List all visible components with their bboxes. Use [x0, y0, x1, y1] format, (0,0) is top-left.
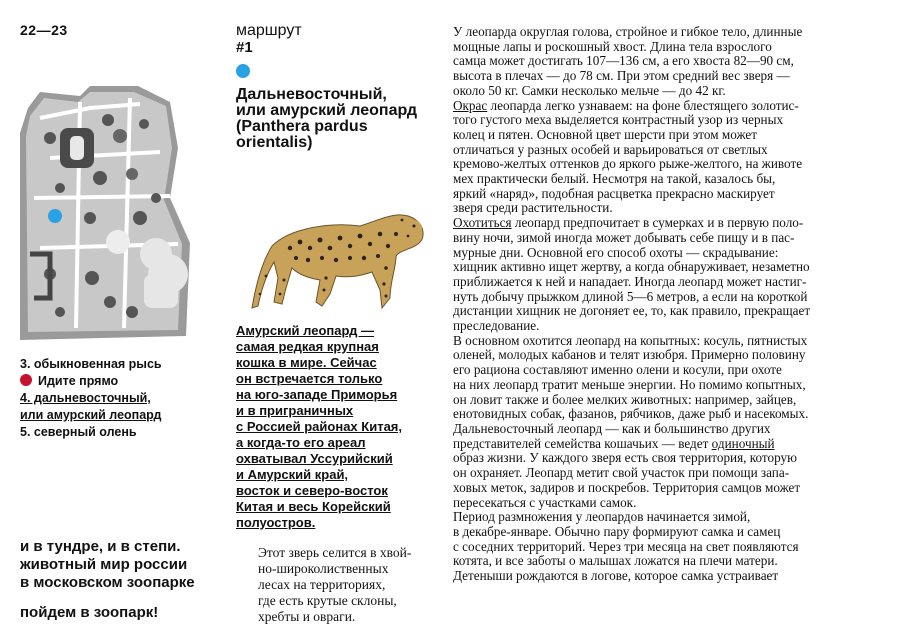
legend-item-lynx: 3. обыкновенная рысь: [20, 357, 162, 371]
red-dot-icon: [20, 374, 32, 386]
body-text-line: приближается к ней и нападает. Иногда леопард может настиг-: [453, 273, 807, 289]
blue-dot-icon: [236, 64, 250, 78]
legend-item-leopard: 4. дальневосточный,: [20, 391, 151, 405]
route-heading: [236, 22, 302, 56]
lead-line: самая редкая крупная: [236, 339, 379, 354]
zoo-map: [20, 78, 202, 346]
lead-line: кошка в мире. Сейчас: [236, 355, 377, 370]
body-text-line: в декабре-январе. Обычно пару формируют самка и самец: [453, 523, 781, 539]
body-text-line: с соседних территорий. Через три месяца на свет появляются: [453, 538, 799, 554]
body-text-line: Детеныши рождаются в логове, которое самка устраивает: [453, 568, 779, 584]
caption-line: но-широколиственных: [258, 561, 389, 576]
lead-line: и в приграничных: [236, 403, 354, 418]
body-text-line: котята, и все заботы о малышах ложатся на плечи матери.: [453, 553, 778, 569]
caption-line: где есть крутые склоны,: [258, 593, 397, 608]
body-text-line: его рациона составляют именно олени и косули, при охоте: [453, 362, 782, 378]
body-text-line: пересекаться с участками самок.: [453, 494, 637, 510]
lead-line: на юго-западе Приморья: [236, 387, 398, 402]
body-text-line: В основном охотится леопард на копытных: косуль, пятнистых: [453, 332, 808, 348]
animal-title-line: или амурский леопард: [236, 102, 418, 119]
legend-item-reindeer: 5. северный олень: [20, 425, 137, 439]
lead-line: и Амурский край,: [236, 467, 349, 482]
body-text-line: Охотиться леопард предпочитает в сумерках и в первую поло-: [453, 215, 804, 231]
lead-line: а когда-то его ареал: [236, 435, 366, 450]
body-text-line: хищник активно ищет жертву, а когда обнаруживает, незаметно: [453, 259, 810, 275]
body-text-line: мурные дни. Основной его способ охоты — скрадывание:: [453, 244, 779, 260]
body-text-line: дистанции хищник не догоняет ее, то, как правило, прекращает: [453, 303, 811, 319]
body-text-line: представителей семейства кошачьих — ведет одиночный: [453, 435, 775, 451]
lead-line: он встречается только: [236, 371, 383, 386]
body-text-line: яркий «наряд», подобная расцветка прекрасно маскирует: [453, 185, 775, 201]
caption-line: Этот зверь селится в хвой-: [258, 545, 412, 560]
current-location-marker: [48, 209, 62, 223]
body-text-line: вину ночи, зимой иногда может добывать себе пищу и в пас-: [453, 229, 795, 245]
body-text-line: самца может достигать 107—136 см, а его хвоста 82—90 см,: [453, 53, 794, 69]
lead-line: восток и северо-восток: [236, 483, 388, 498]
body-text-line: преследование.: [453, 318, 540, 334]
body-text-line: на них леопард тратит меньше энергии. Но помимо копытных,: [453, 376, 806, 392]
lead-paragraph: [236, 323, 402, 531]
body-text-line: мощные лапы и роскошный хвост. Длина тела взрослого: [453, 38, 772, 54]
go-straight-label: Идите прямо: [38, 374, 119, 388]
body-text-line: образ жизни. У каждого зверя есть своя территория, которую: [453, 450, 797, 466]
call-to-action: пойдем в зоопарк!: [20, 604, 159, 621]
body-text-line: оленей, молодых кабанов и телят изюбря. Примерно половину: [453, 347, 806, 363]
animal-title-line: orientalis): [236, 134, 313, 151]
body-text-line: колец и пятен. Основной цвет шерсти при этом может: [453, 126, 758, 142]
route-number: #1: [236, 39, 253, 56]
lead-line: Китая и весь Корейский: [236, 499, 391, 514]
body-text: [453, 25, 810, 584]
body-text-line: мех практически белый. Несмотря на такой, казалось бы,: [453, 171, 776, 187]
body-text-line: зверя среди растительности.: [453, 200, 613, 216]
map-legend: [20, 356, 162, 441]
series-title: [20, 538, 195, 592]
leopard-illustration: [250, 198, 430, 314]
legend-item-leopard-line2: или амурский леопард: [20, 408, 162, 422]
body-text-line: высота в плечах — до 78 см. При этом средний вес зверя —: [453, 68, 790, 84]
body-text-line: около 50 кг. Самки несколько мельче — до 42 кг.: [453, 82, 726, 98]
animal-title-line: (Panthera pardus: [236, 118, 368, 135]
series-title-line: животный мир россии: [20, 556, 188, 573]
body-text-line: ховых меток, задиров и поскребов. Территория самцов может: [453, 479, 801, 495]
series-title-line: и в тундре, и в степи.: [20, 538, 181, 555]
caption-line: хребты и овраги.: [258, 609, 356, 624]
lead-line: охватывал Уссурийский: [236, 451, 393, 466]
body-text-line: Период размножения у леопардов начинается зимой,: [453, 509, 751, 525]
legend-go-straight: [20, 373, 162, 390]
body-text-line: енотовидных собак, фазанов, рябчиков, даже рыб и насекомых.: [453, 406, 809, 422]
body-text-line: нуть добычу прыжком длиной 5—6 метров, а если на короткой: [453, 288, 808, 304]
body-text-line: он охраняет. Леопард метит свой участок при помощи запа-: [453, 465, 790, 481]
caption-line: лесах на территориях,: [258, 577, 386, 592]
body-text-line: Дальневосточный леопард — как и большинство других: [453, 420, 771, 436]
body-text-line: отличаться у разных особей и варьироваться от светлых: [453, 141, 768, 157]
body-text-line: Окрас леопарда легко узнаваем: на фоне блестящего золотис-: [453, 97, 799, 113]
lead-line: с Россией районах Китая,: [236, 419, 402, 434]
lead-line: Амурский леопард —: [236, 323, 374, 338]
habitat-caption: [258, 545, 411, 625]
animal-title-line: Дальневосточный,: [236, 86, 387, 103]
lead-line: полуостров.: [236, 515, 316, 530]
animal-title: [236, 87, 417, 151]
body-text-line: кремово-желтых оттенков до яркого рыже-желтого, на животе: [453, 156, 803, 172]
body-text-line: он ловит также и более мелких животных: например, зайцев,: [453, 391, 797, 407]
route-label: маршрут: [236, 22, 302, 39]
series-title-line: в московском зоопарке: [20, 574, 195, 591]
page-numbers: 22—23: [20, 22, 68, 38]
body-text-line: У леопарда округлая голова, стройное и гибкое тело, длинные: [453, 24, 803, 39]
body-text-line: того густого меха выделяется контрастный узор из черных: [453, 112, 784, 128]
